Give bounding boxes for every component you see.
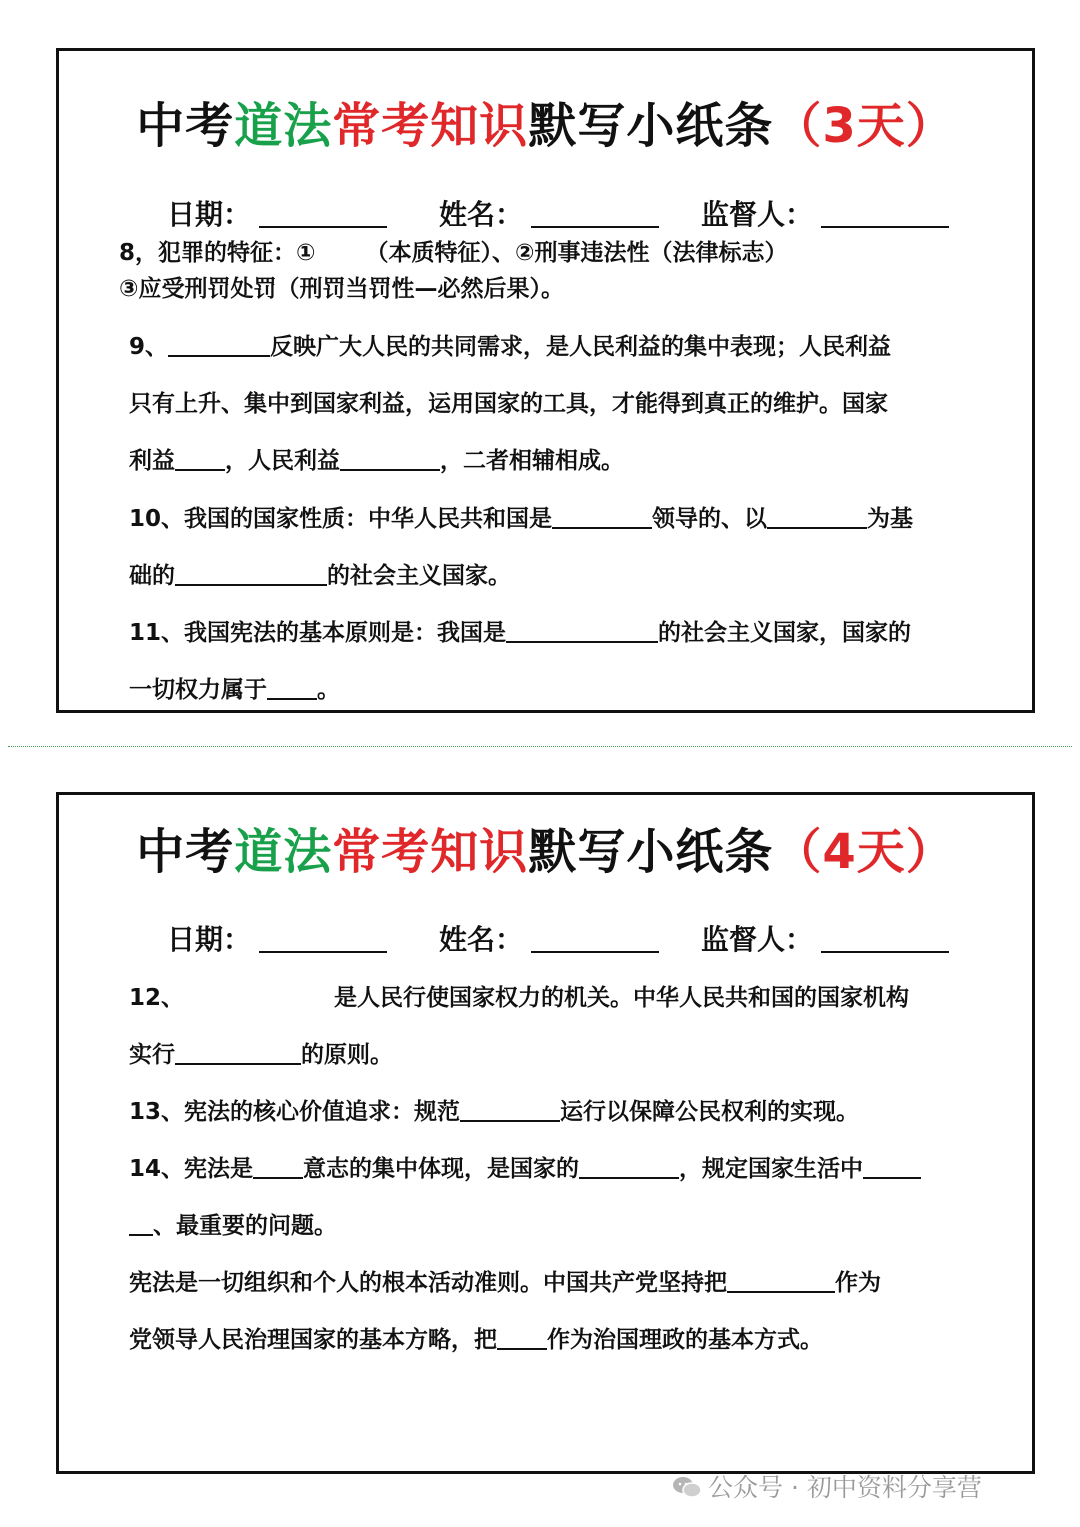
name-field — [439, 193, 659, 233]
q9-text-c: 只有上升、集中到国家利益，运用国家的工具，才能得到真正的维护。国家 — [129, 391, 888, 417]
name-field — [439, 918, 659, 958]
q9-text-a: 9、 — [129, 334, 169, 360]
title-part-daofa: 道法 — [234, 824, 333, 880]
supervisor-field — [701, 193, 949, 233]
q14-text-d: 、最重要的问题。 — [153, 1213, 337, 1239]
date-blank[interactable] — [259, 200, 387, 228]
extra-text-a: 宪法是一切组织和个人的根本活动准则。中国共产党坚持把 — [129, 1270, 727, 1296]
question-13-line — [129, 1097, 859, 1127]
q14-blank-2[interactable] — [579, 1155, 679, 1179]
q12-text-b: 是人民行使国家权力的机关。中华人民共和国的国家机构 — [334, 985, 910, 1011]
supervisor-blank[interactable] — [821, 925, 949, 953]
q13-text-b: 运行以保障公民权利的实现。 — [560, 1099, 860, 1125]
extra-line-1 — [129, 1268, 881, 1298]
q11-text-d: 。 — [317, 677, 340, 703]
header-fields — [167, 193, 997, 233]
q14-text-b: 意志的集中体现，是国家的 — [303, 1156, 580, 1182]
extra-blank-2[interactable] — [497, 1326, 547, 1350]
question-10-line-1 — [129, 504, 913, 534]
date-field — [167, 193, 387, 233]
title-part-knowledge: 常考知识 — [332, 824, 529, 880]
question-8-line-1 — [119, 238, 787, 268]
worksheet-card-day3 — [56, 48, 1035, 713]
card-title — [59, 87, 1032, 156]
extra-text-c: 党领导人民治理国家的基本方略，把 — [129, 1327, 497, 1353]
q14-text-a: 14、宪法是 — [129, 1156, 254, 1182]
question-12-line-1 — [129, 983, 909, 1013]
q14-text-c: ，规定国家生活中 — [679, 1156, 864, 1182]
watermark — [672, 1468, 982, 1504]
q10-blank-1[interactable] — [552, 505, 652, 529]
q8-text-c: ③应受刑罚处罚（刑罚当罚性—必然后果）。 — [119, 276, 564, 302]
q9-text-b: 反映广大人民的共同需求，是人民利益的集中表现；人民利益 — [270, 334, 892, 360]
question-10-line-2 — [129, 561, 511, 591]
extra-text-d: 作为治国理政的基本方式。 — [547, 1327, 823, 1353]
title-part-note: 默写小纸条 — [528, 824, 774, 880]
q9-blank-2[interactable] — [175, 447, 225, 471]
date-blank[interactable] — [259, 925, 387, 953]
q10-blank-2[interactable] — [767, 505, 867, 529]
extra-blank-1[interactable] — [727, 1269, 835, 1293]
q9-text-e: ，人民利益 — [225, 448, 340, 474]
card-title — [59, 813, 1032, 882]
q9-blank-1[interactable] — [168, 333, 270, 357]
date-field — [167, 918, 387, 958]
question-9-line-2 — [129, 389, 888, 419]
q9-blank-3[interactable] — [340, 447, 440, 471]
dotted-divider — [8, 746, 1072, 747]
extra-line-2 — [129, 1325, 823, 1355]
question-11-line-2 — [129, 675, 340, 705]
q11-text-a: 11、我国宪法的基本原则是：我国是 — [129, 620, 507, 646]
date-label: 日期： — [167, 198, 252, 231]
supervisor-label: 监督人： — [701, 198, 814, 231]
q10-blank-3[interactable] — [175, 562, 327, 586]
q11-text-c: 一切权力属于 — [129, 677, 267, 703]
title-part-daofa: 道法 — [234, 98, 333, 154]
date-label: 日期： — [167, 923, 252, 956]
name-blank[interactable] — [531, 200, 659, 228]
q10-text-c: 为基 — [867, 506, 914, 532]
question-9-line-1 — [129, 332, 891, 362]
title-part-knowledge: 常考知识 — [332, 98, 529, 154]
supervisor-label: 监督人： — [701, 923, 814, 956]
supervisor-blank[interactable] — [821, 200, 949, 228]
q14-blank-1[interactable] — [253, 1155, 303, 1179]
q8-text-a: 8，犯罪的特征：① — [119, 240, 316, 266]
extra-text-b: 作为 — [835, 1270, 881, 1296]
title-part-zhongkao: 中考 — [136, 98, 235, 154]
q12-text-c: 实行 — [129, 1042, 175, 1068]
q9-text-d: 利益 — [129, 448, 175, 474]
q13-text-a: 13、宪法的核心价值追求：规范 — [129, 1099, 461, 1125]
q10-text-e: 的社会主义国家。 — [327, 563, 511, 589]
q10-text-b: 领导的、以 — [652, 506, 768, 532]
question-8-line-2 — [119, 274, 564, 304]
q12-blank-1[interactable] — [175, 1041, 301, 1065]
title-part-day: （4天） — [773, 824, 955, 880]
q11-blank-2[interactable] — [267, 676, 317, 700]
question-12-line-2 — [129, 1040, 393, 1070]
title-part-day: （3天） — [773, 98, 955, 154]
name-blank[interactable] — [531, 925, 659, 953]
name-label: 姓名： — [439, 198, 524, 231]
q9-text-f: ，二者相辅相成。 — [440, 448, 624, 474]
q11-blank-1[interactable] — [506, 619, 658, 643]
title-part-note: 默写小纸条 — [528, 98, 774, 154]
question-11-line-1 — [129, 618, 911, 648]
title-part-zhongkao: 中考 — [136, 824, 235, 880]
name-label: 姓名： — [439, 923, 524, 956]
q12-text-d: 的原则。 — [301, 1042, 393, 1068]
q11-text-b: 的社会主义国家，国家的 — [658, 620, 912, 646]
watermark-text: 公众号 · 初中资料分享营 — [708, 1473, 982, 1502]
q8-text-b: （本质特征）、②刑事违法性（法律标志） — [365, 240, 788, 266]
wechat-icon — [672, 1475, 702, 1499]
q13-blank-1[interactable] — [460, 1098, 560, 1122]
question-14-line-1 — [129, 1154, 921, 1184]
worksheet-card-day4 — [56, 792, 1035, 1474]
question-14-line-2 — [129, 1211, 337, 1241]
q12-text-a: 12、 — [129, 985, 185, 1011]
q10-text-a: 10、我国的国家性质：中华人民共和国是 — [129, 506, 553, 532]
supervisor-field — [701, 918, 949, 958]
question-9-line-3 — [129, 446, 624, 476]
header-fields — [167, 918, 997, 958]
q14-blank-3[interactable] — [863, 1155, 921, 1179]
q14-blank-3-cont[interactable] — [129, 1212, 153, 1236]
q10-text-d: 础的 — [129, 563, 175, 589]
